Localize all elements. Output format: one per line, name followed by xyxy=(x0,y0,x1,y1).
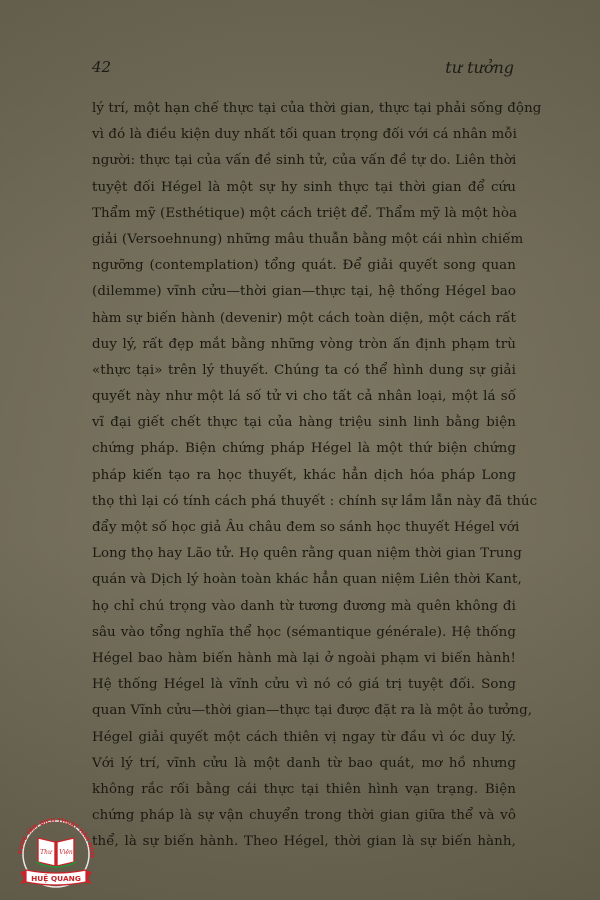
text-line: Hégel bao hàm biến hành mà lại ở ngoài phạm vi biến hành! xyxy=(92,650,516,666)
text-line: quyết này như một lá số tử vi cho tất cả nhân loại, một lá số xyxy=(92,389,516,405)
text-line: sâu vào tổng nghĩa thể học (sémantique générale). Hệ thống xyxy=(92,624,516,640)
text-line: đẩy một số học giả Âu châu đem so sánh học thuyết Hégel với xyxy=(92,520,520,535)
text-line: tuyệt đối Hégel là một sự hy sinh thực tại thời gian để cứu xyxy=(92,179,516,195)
logo-arc-text: RUNG TÂM DỊCH THUẬT HÁN NÔM xyxy=(18,817,95,859)
text-line: vĩ đại giết chết thực tại của hàng triệu sinh linh bằng biện xyxy=(92,415,516,431)
text-line: Thẩm mỹ (Esthétique) một cách triệt để. Thẩm mỹ là một hòa xyxy=(92,205,518,221)
text-line: Hệ thống Hégel là vĩnh cửu vì nó có giá trị tuyệt đối. Song xyxy=(92,677,516,693)
text-line: pháp kiến tạo ra học thuyết, khác hẳn dịch hóa pháp Long xyxy=(92,467,516,483)
text-line: vì đó là điều kiện duy nhất tối quan trọng đối với cá nhân mỗi xyxy=(92,127,517,143)
text-line: giải (Versoehnung) những mâu thuẫn bằng một cái nhìn chiếm xyxy=(92,231,524,247)
text-line: quan Vĩnh cửu—thời gian—thực tại được đặt ra là một ảo tưởng, xyxy=(92,703,533,719)
text-line: thể, là sự biến hành. Theo Hégel, thời gian là sự biến hành, xyxy=(92,834,516,850)
logo-banner-text: HUỆ QUANG xyxy=(31,874,81,883)
text-line: ngưỡng (contemplation) tổng quát. Để giải quyết song quan xyxy=(92,258,516,274)
body-text xyxy=(92,96,542,855)
text-line: Long thọ hay Lão tử. Họ quên rằng quan niệm thời gian Trung xyxy=(92,546,522,562)
text-line: họ chỉ chú trọng vào danh từ tương đương mà quên không đi xyxy=(92,598,516,614)
text-line: chứng pháp là sự vận chuyển trong thời gian giữa thể và vô xyxy=(92,808,516,824)
text-line: người: thực tại của vấn đề sinh tử, của vấn đề tự do. Liên thời xyxy=(92,153,517,169)
text-line: «thực tại» trên lý thuyết. Chúng ta có thể hình dung sự giải xyxy=(92,362,516,378)
page-header xyxy=(0,58,600,82)
text-line: Với lý trí, vĩnh cửu là một danh từ bao quát, mơ hồ nhưng xyxy=(92,755,516,771)
text-line: thọ thì lại có tính cách phá thuyết : chính sự lầm lẫn này đã thúc xyxy=(92,493,538,509)
page-number: 42 xyxy=(92,58,112,76)
running-head: tư tưởng xyxy=(445,58,514,77)
library-logo xyxy=(14,812,98,890)
logo-book-left: Thư xyxy=(40,849,52,856)
text-line: Hégel giải quyết một cách thiên vị ngay từ đầu vì óc duy lý. xyxy=(92,729,516,745)
text-line: quán và Dịch lý hoàn toàn khác hẳn quan niệm Liên thời Kant, xyxy=(92,572,522,588)
text-line: duy lý, rất đẹp mắt bằng những vòng tròn ấn định phạm trù xyxy=(92,336,516,352)
logo-book-right: Viện xyxy=(59,849,73,856)
text-line: chứng pháp. Biện chứng pháp Hégel là một thứ biện chứng xyxy=(92,441,516,457)
text-line: không rắc rối bằng cái thực tại thiên hình vạn trạng. Biện xyxy=(92,781,516,797)
text-line: hàm sự biến hành (devenir) một cách toàn diện, một cách rất xyxy=(92,310,516,326)
text-line: (dilemme) vĩnh cửu—thời gian—thực tại, hệ thống Hégel bao xyxy=(92,284,516,300)
text-line: lý trí, một hạn chế thực tại của thời gian, thực tại phải sống động xyxy=(92,101,542,116)
